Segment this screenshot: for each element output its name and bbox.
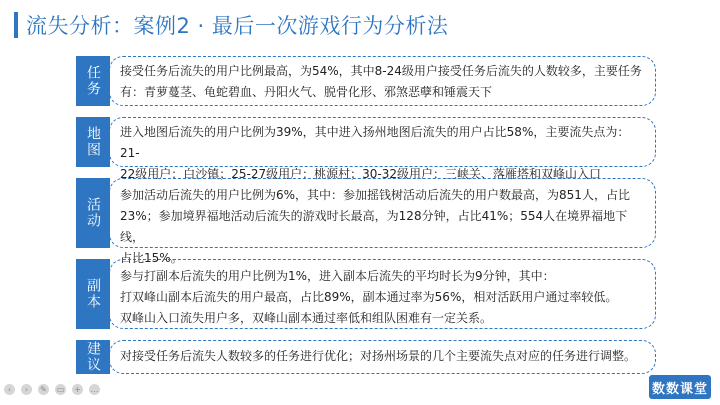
- section-label-box: [76, 56, 110, 106]
- content-line: 参加活动后流失的用户比例为6%，其中：参加摇钱树活动后流失的用户数最高，为851人，占比: [120, 188, 630, 202]
- section-content: [109, 259, 656, 329]
- title-accent-bar: [14, 12, 18, 38]
- section-map: [76, 117, 656, 181]
- content-line: 23%；参加境界福地活动后流失的游戏时长最高，为128分钟，占比41%；554人在境界福地下线，: [120, 209, 628, 244]
- content-line: 有：青萝蔓茎、龟蛇碧血、丹阳火气、脱骨化形、邪煞恶孽和锤震天下: [120, 85, 493, 99]
- content-line: 22级用户：白沙镇；25-27级用户：桃源村；30-32级用户：三峡关、落雁塔和双峰山入口: [120, 167, 602, 181]
- page-icon[interactable]: ▭: [56, 385, 65, 394]
- section-task: [76, 56, 656, 106]
- section-label: 任务: [85, 65, 101, 97]
- content-line: 进入地图后流失的用户比例为39%，其中进入扬州地图后流失的用户占比58%，主要流失点为：21-: [120, 125, 630, 160]
- brand-logo: [649, 375, 711, 399]
- content-line: 接受任务后流失的用户比例最高，为54%，其中8-24级用户接受任务后流失的人数较多，主要任务: [120, 64, 642, 78]
- section-content: [109, 178, 656, 265]
- section-label-box: [76, 117, 110, 167]
- content-line: 占比15%。: [120, 251, 183, 265]
- content-line: 双峰山入口流失用户多，双峰山副本通过率低和组队困难有一定关系。: [120, 311, 493, 325]
- more-icon[interactable]: …: [90, 385, 99, 394]
- presentation-toolbar: [4, 384, 100, 395]
- section-activity: [76, 178, 656, 265]
- section-dungeon: [76, 259, 656, 329]
- logo-text: 数数课堂: [651, 381, 708, 397]
- content-line: 对接受任务后流失人数较多的任务进行优化；对扬州场景的几个主要流失点对应的任务进行调整。: [120, 349, 637, 363]
- section-label-box: [76, 178, 110, 248]
- section-label: 地图: [85, 126, 101, 158]
- section-label: 建议: [85, 341, 101, 373]
- title-area: [14, 9, 448, 41]
- right-arrow-icon[interactable]: ›: [21, 384, 32, 395]
- section-label: 活动: [85, 197, 101, 229]
- section-content: [109, 117, 656, 181]
- section-content: [109, 340, 656, 374]
- section-label-box: [76, 259, 110, 329]
- zoom-icon[interactable]: +: [72, 384, 83, 395]
- section-suggestion: [76, 340, 656, 374]
- section-label: 副本: [85, 278, 101, 310]
- left-arrow-icon[interactable]: ‹: [4, 384, 15, 395]
- section-label-box: [76, 340, 110, 374]
- content-line: 打双峰山副本后流失的用户最高，占比89%，副本通过率为56%，相对活跃用户通过率较低。: [120, 290, 618, 304]
- pen-icon[interactable]: ✎: [38, 384, 49, 395]
- section-content: [109, 56, 656, 106]
- content-line: 参与打副本后流失的用户比例为1%，进入副本后流失的平均时长为9分钟，其中：: [120, 269, 555, 283]
- page-title: 流失分析：案例2 · 最后一次游戏行为分析法: [26, 14, 449, 38]
